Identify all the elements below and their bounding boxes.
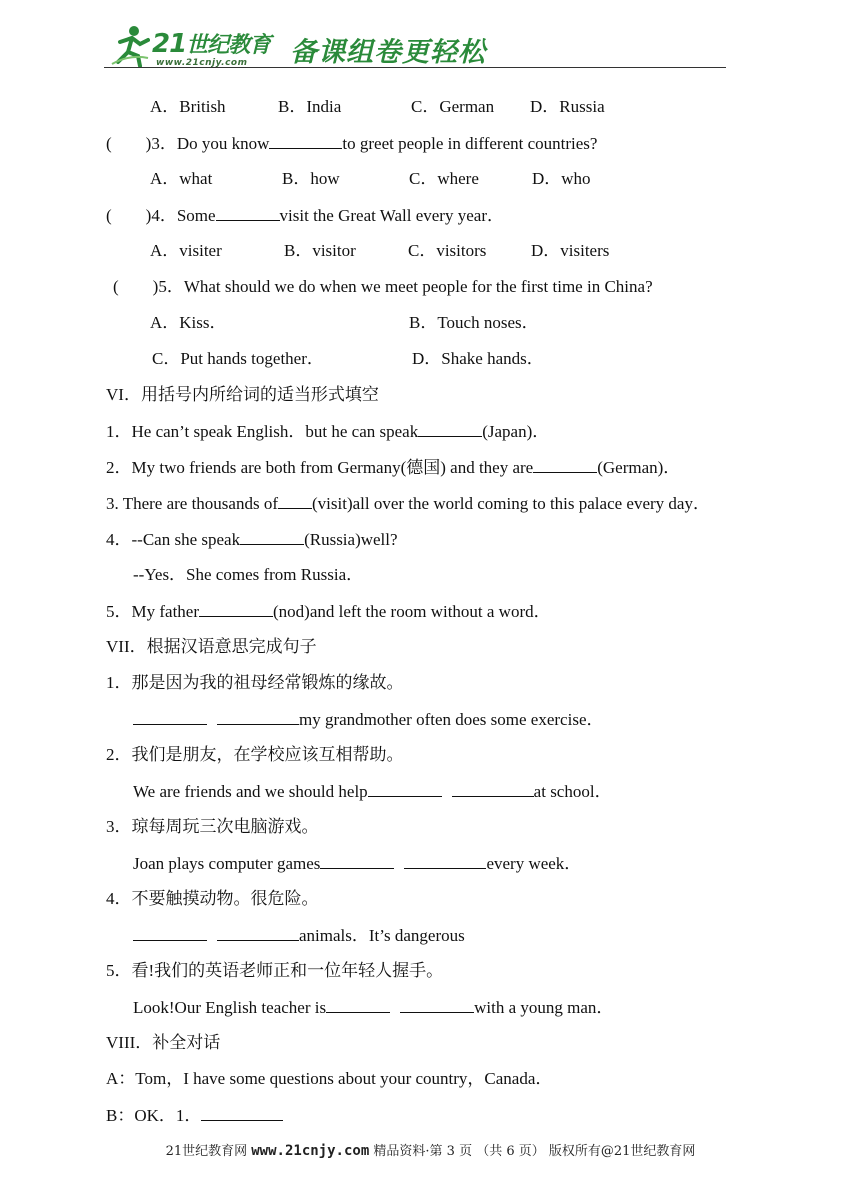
logo-wordmark [152,28,270,59]
item-text: animals．It’s dangerous [299,926,465,945]
section-7-item-2-cn: 2．我们是朋友，在学校应该互相帮助。 [106,745,404,764]
section-6-item-5 [106,600,551,623]
q2-option-a: A．British [150,97,226,116]
section-8-title: VIII．补全对话 [106,1033,221,1052]
q4-option-b: B．visitor [284,241,356,260]
item-text: 3. There are thousands of [106,494,278,513]
q3-option-c: C．where [409,169,479,188]
question-4-stem: ( )4．Some [106,206,216,225]
item-text: Look!Our English teacher is [133,998,327,1017]
fill-blank[interactable] [533,456,597,473]
fill-blank[interactable] [133,924,207,941]
question-5: ( )5．What should we do when we meet people for the first time in China? [113,277,653,296]
item-hint: (Russia)well? [304,530,398,549]
fill-blank[interactable] [404,852,486,869]
dialog-text: B：OK．1． [106,1106,202,1125]
fill-blank[interactable] [278,492,312,509]
header-slogan: 备课组卷更轻松 [290,37,486,68]
fill-blank[interactable] [240,528,304,545]
item-text: my grandmother often does some exercise． [299,710,604,729]
section-7-item-5-cn: 5．看!我们的英语老师正和一位年轻人握手。 [106,961,444,980]
item-hint: (visit)all over the world coming to this palace every day． [312,494,710,513]
q4-option-c: C．visitors [408,241,487,260]
footer-site-link[interactable]: www.21cnjy.com [251,1143,370,1159]
fill-blank[interactable] [400,996,474,1013]
item-text: with a young man． [474,998,614,1017]
section-7-title: VII．根据汉语意思完成句子 [106,637,317,656]
section-6-title: VI．用括号内所给词的适当形式填空 [106,385,379,404]
q2-option-c: C．German [411,97,495,116]
section-7-item-4-en [133,924,465,947]
question-4 [106,204,504,227]
fill-blank[interactable] [368,780,442,797]
section-7-item-1-en [133,708,604,731]
fill-blank[interactable] [217,924,299,941]
page-header [104,22,726,72]
dialog-line-a: A：Tom，I have some questions about your country，Canada． [106,1069,553,1088]
q2-option-d: D．Russia [530,97,605,116]
footer-left: 21世纪教育网 [165,1144,252,1159]
item-text: 4．--Can she speak [106,530,241,549]
section-7-item-3-en [133,852,581,875]
logo-number: 21 [152,29,187,59]
q5-option-a: A．Kiss． [150,313,227,332]
item-hint: (nod)and left the room without a word． [273,602,551,621]
section-7-item-3-cn: 3．琼每周玩三次电脑游戏。 [106,817,319,836]
q3-option-a: A．what [150,169,213,188]
fill-blank[interactable] [320,852,394,869]
section-7-item-5-en [133,996,613,1019]
section-6-item-3 [106,492,710,515]
logo-cn: 世纪教育 [186,33,271,58]
section-7-item-1-cn: 1．那是因为我的祖母经常锻炼的缘故。 [106,673,404,692]
item-text: 5．My father [106,602,200,621]
fill-blank[interactable] [133,708,207,725]
q5-option-c: C．Put hands together． [152,349,324,368]
section-6-item-2 [106,456,680,479]
section-6-item-1 [106,420,549,443]
question-4-blank[interactable] [216,204,280,221]
fill-blank[interactable] [201,1104,283,1121]
fill-blank[interactable] [199,600,273,617]
question-3-rest: to greet people in different countries? [342,134,598,153]
fill-blank[interactable] [326,996,390,1013]
runner-logo-icon [110,24,150,68]
q2-option-b: B．India [278,97,342,116]
item-text: at school． [533,782,612,801]
header-divider [104,67,726,68]
item-text: We are friends and we should help [133,782,368,801]
footer-right: 精品资料·第 3 页 （共 6 页） 版权所有@21世纪教育网 [369,1144,696,1159]
q3-option-d: D．who [532,169,591,188]
dialog-line-b [106,1104,283,1127]
question-3-blank[interactable] [269,132,342,149]
fill-blank[interactable] [217,708,299,725]
item-hint: (German)． [597,458,681,477]
logo-url: www.21cnjy.com [156,58,248,68]
item-text: Joan plays computer games [133,854,321,873]
section-6-item-4-answer: --Yes．She comes from Russia． [133,565,364,584]
q5-option-b: B．Touch noses． [409,313,539,332]
q4-option-a: A．visiter [150,241,222,260]
fill-blank[interactable] [452,780,534,797]
page-footer [0,1140,861,1159]
question-3-stem: ( )3．Do you know [106,134,270,153]
item-hint: (Japan)． [482,422,550,441]
q4-option-d: D．visiters [531,241,610,260]
item-text: every week． [486,854,582,873]
q5-option-d: D．Shake hands． [412,349,544,368]
section-6-item-4 [106,528,398,551]
section-7-item-4-cn: 4．不要触摸动物。很危险。 [106,889,319,908]
section-7-item-2-en [133,780,612,803]
fill-blank[interactable] [418,420,482,437]
question-4-rest: visit the Great Wall every year． [279,206,504,225]
item-text: 1．He can’t speak English．but he can speak [106,422,419,441]
item-text: 2．My two friends are both from Germany(德国) and they are [106,458,534,477]
question-3 [106,132,597,155]
q3-option-b: B．how [282,169,340,188]
